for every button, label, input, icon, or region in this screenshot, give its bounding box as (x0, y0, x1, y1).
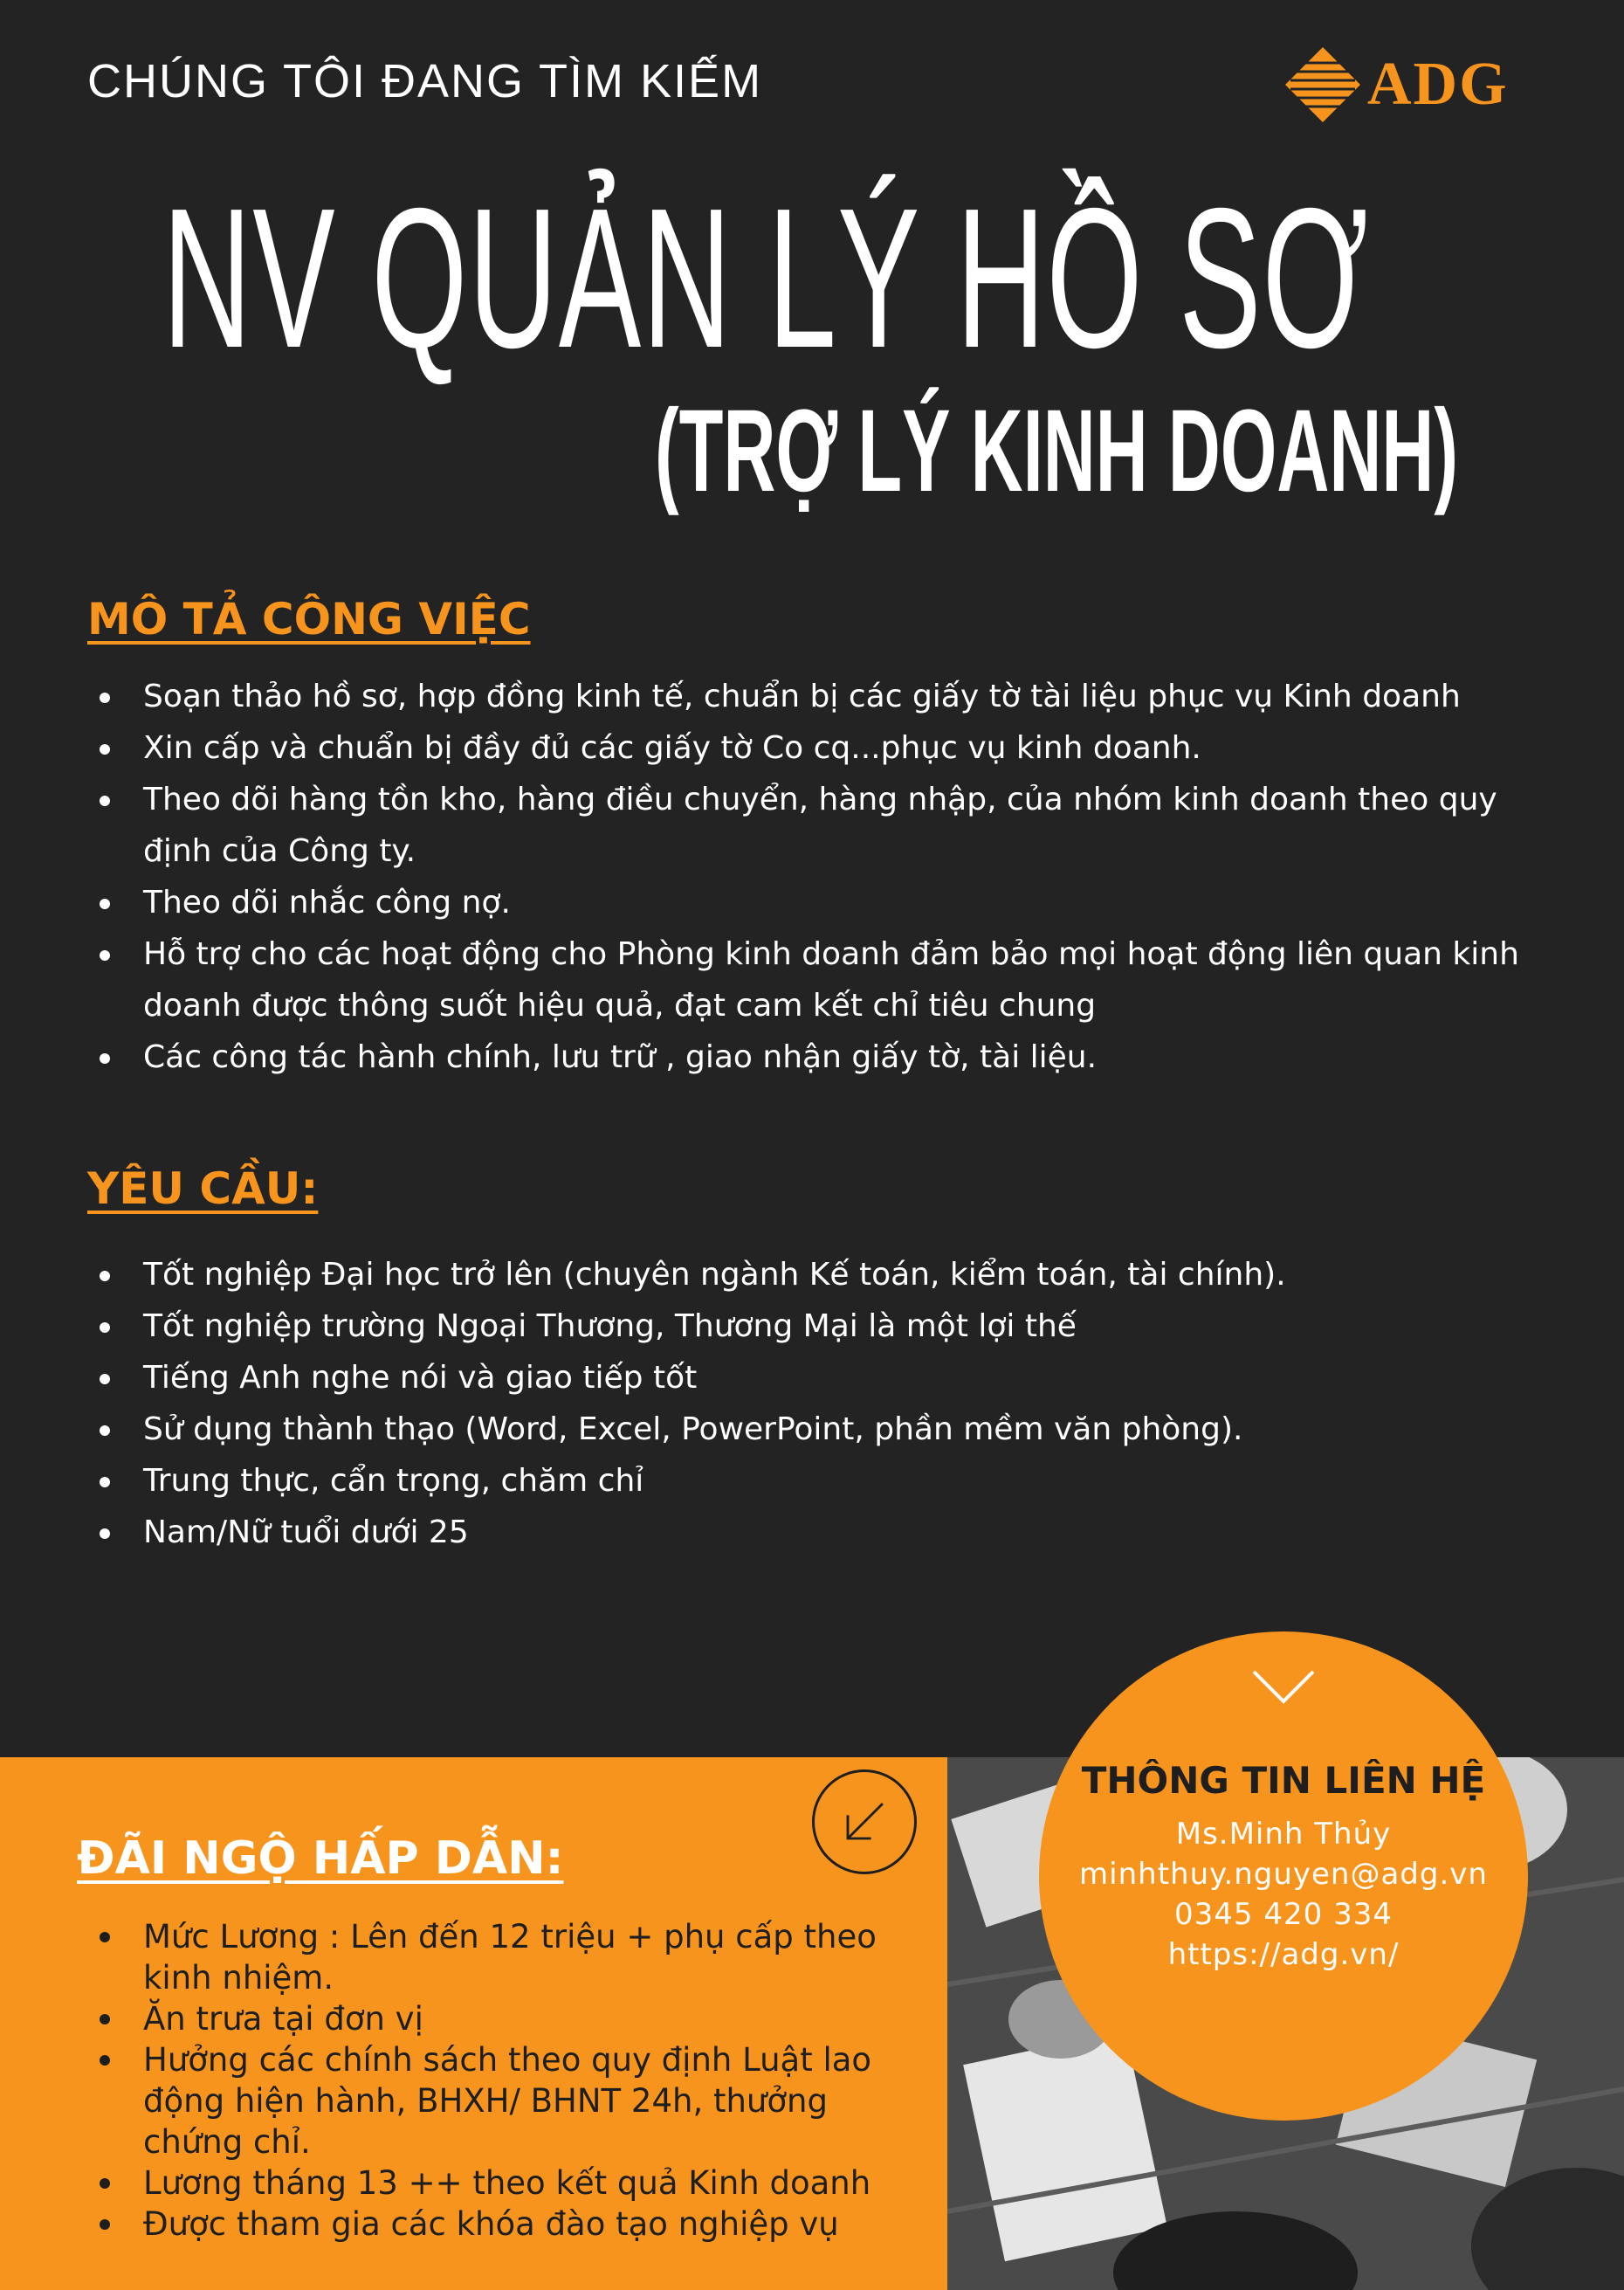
list-item: Sử dụng thành thạo (Word, Excel, PowerPoint, phần mềm văn phòng). (87, 1404, 1572, 1455)
page-subtitle: (TRỢ LÝ KINH DOANH) (655, 386, 1459, 516)
list-item: Hỗ trợ cho các hoạt động cho Phòng kinh doanh đảm bảo mọi hoạt động liên quan kinh doanh được thông suốt hiệu quả, đạt cam kết chỉ tiêu chung (87, 928, 1572, 1031)
top-label: CHÚNG TÔI ĐANG TÌM KIẾM (87, 55, 763, 107)
list-item: Nam/Nữ tuổi dưới 25 (87, 1507, 1572, 1558)
page-title: NV QUẢN LÝ HỒ SƠ (162, 168, 1370, 390)
job-description-heading: MÔ TẢ CÔNG VIỆC (87, 594, 531, 645)
chevron-down-icon (1249, 1665, 1318, 1708)
requirements-list (87, 1249, 1572, 1558)
list-item: Ăn trưa tại đơn vị (87, 1998, 926, 2039)
list-item: Các công tác hành chính, lưu trữ , giao nhận giấy tờ, tài liệu. (87, 1031, 1572, 1083)
company-logo (1283, 45, 1563, 124)
job-description-list (87, 671, 1572, 1083)
contact-email-link[interactable]: minhthuy.nguyen@adg.vn (1079, 1857, 1488, 1892)
list-item: Tốt nghiệp trường Ngoại Thương, Thương Mại là một lợi thế (87, 1300, 1572, 1352)
list-item: Soạn thảo hồ sơ, hợp đồng kinh tế, chuẩn bị các giấy tờ tài liệu phục vụ Kinh doanh (87, 671, 1572, 722)
arrow-down-left-icon (812, 1769, 917, 1874)
list-item: Tốt nghiệp Đại học trở lên (chuyên ngành Kế toán, kiểm toán, tài chính). (87, 1249, 1572, 1300)
contact-website-link[interactable]: https://adg.vn/ (1167, 1937, 1400, 1972)
contact-card (1039, 1631, 1528, 2121)
adg-logo-icon (1283, 45, 1362, 124)
list-item: Theo dõi nhắc công nợ. (87, 877, 1572, 928)
list-item: Hưởng các chính sách theo quy định Luật lao động hiện hành, BHXH/ BHNT 24h, thưởng chứng chỉ. (87, 2039, 926, 2162)
list-item: Theo dõi hàng tồn kho, hàng điều chuyển, hàng nhập, của nhóm kinh doanh theo quy định của Công ty. (87, 774, 1572, 877)
contact-phone[interactable]: 0345 420 334 (1174, 1897, 1393, 1932)
benefits-list (87, 1916, 926, 2245)
list-item: Trung thực, cẩn trọng, chăm chỉ (87, 1455, 1572, 1507)
logo-text: ADG (1367, 51, 1509, 118)
list-item: Lương tháng 13 ++ theo kết quả Kinh doanh (87, 2162, 926, 2204)
list-item: Xin cấp và chuẩn bị đầy đủ các giấy tờ Co cq...phục vụ kinh doanh. (87, 722, 1572, 774)
contact-name: Ms.Minh Thủy (1175, 1817, 1392, 1852)
list-item: Mức Lương : Lên đến 12 triệu + phụ cấp theo kinh nhiệm. (87, 1916, 926, 1998)
list-item: Tiếng Anh nghe nói và giao tiếp tốt (87, 1352, 1572, 1404)
benefits-heading: ĐÃI NGỘ HẤP DẪN: (77, 1832, 564, 1885)
list-item: Được tham gia các khóa đào tạo nghiệp vụ (87, 2204, 926, 2245)
requirements-heading: YÊU CẦU: (87, 1163, 319, 1214)
contact-heading: THÔNG TIN LIÊN HỆ (1081, 1759, 1486, 1802)
